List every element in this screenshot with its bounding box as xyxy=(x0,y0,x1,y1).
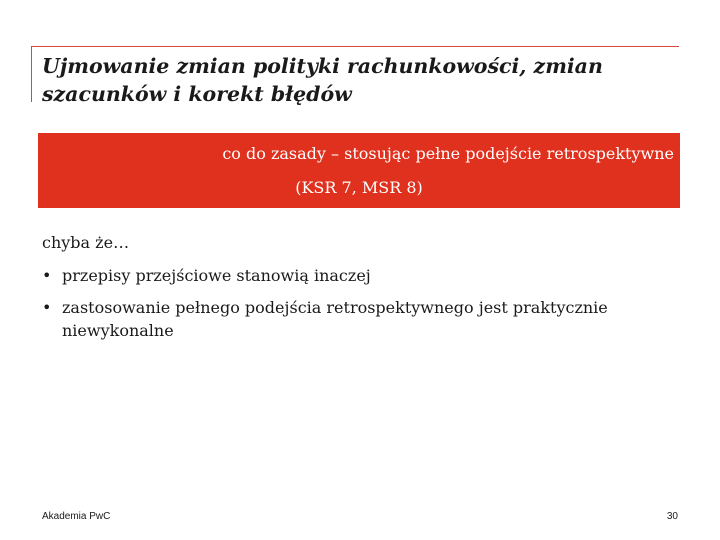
title-left-rule xyxy=(31,46,32,102)
slide-title: Ujmowanie zmian polityki rachunkowości, zmian szacunków i korekt błędów xyxy=(42,54,603,106)
intro-text: chyba że… xyxy=(42,233,130,252)
callout-line-1: co do zasady – stosując pełne podejście retrospektywne xyxy=(222,144,674,163)
bullet-icon: • xyxy=(42,298,52,317)
callout-line-2: (KSR 7, MSR 8) xyxy=(295,178,423,197)
exceptions-list xyxy=(42,264,642,351)
list-item-text: zastosowanie pełnego podejścia retrospektywnego jest praktycznie niewykonalne xyxy=(62,298,608,340)
principle-callout xyxy=(38,133,680,208)
footer-brand: Akademia PwC xyxy=(42,511,111,522)
title-top-rule xyxy=(31,46,679,47)
page-number: 30 xyxy=(666,511,678,522)
list-item xyxy=(42,296,642,342)
bullet-icon: • xyxy=(42,266,52,285)
list-item xyxy=(42,264,642,287)
list-item-text: przepisy przejściowe stanowią inaczej xyxy=(62,266,371,285)
